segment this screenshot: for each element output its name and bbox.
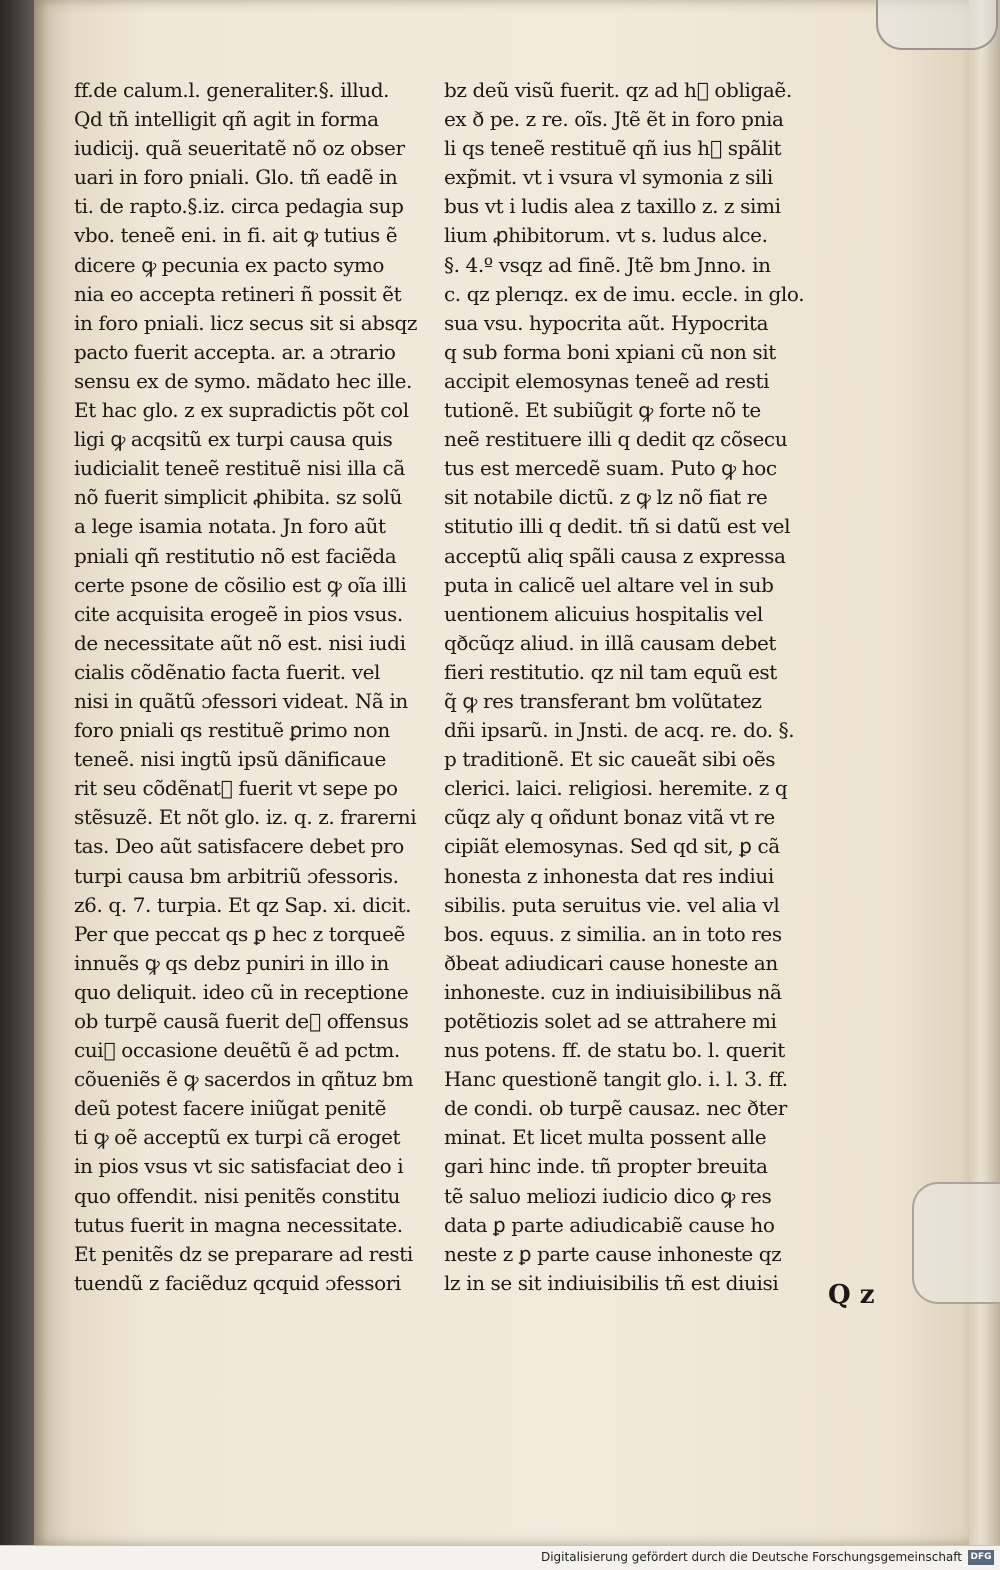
text-line: ligi ꝙ acqsitũ ex turpi causa quis: [74, 427, 393, 452]
text-line: bus vt i ludis alea z taxillo z. z simi: [444, 194, 781, 219]
text-line: bz deũ visũ fuerit. qz ad h᷒ obligaẽ.: [444, 78, 792, 102]
funding-credit: Digitalisierung gefördert durch die Deutsche Forschungsgemeinschaft: [540, 1550, 962, 1564]
text-line: deũ potest facere iniũgat penitẽ: [74, 1096, 387, 1121]
text-line: iudicialit teneẽ restituẽ nisi illa cã: [74, 456, 405, 481]
text-line: Per que peccat qs ꝑ hec z torqueẽ: [74, 921, 405, 946]
text-line: cõueniẽs ẽ ꝙ sacerdos in qñtuz bm: [74, 1067, 414, 1092]
text-line: qðcũqz aliud. in illã causam debet: [444, 630, 777, 655]
signature-mark: Q z: [828, 1280, 875, 1310]
text-line: accipit elemosynas teneẽ ad resti: [444, 368, 770, 393]
scanned-page: [34, 0, 969, 1545]
left-text-column: [74, 76, 460, 1298]
text-line: cite acquisita erogeẽ in pios vsus.: [74, 601, 403, 626]
text-line: ob turpẽ causã fuerit de᷒ offensus: [74, 1009, 409, 1033]
text-line: acceptũ aliq spãli causa z expressa: [444, 543, 786, 568]
text-line: c. qz plerıqz. ex de imu. eccle. in glo.: [444, 281, 805, 306]
text-line: cũqz aly q oñdunt bonaz vitã vt re: [444, 805, 775, 830]
page-fore-edge: [969, 0, 1000, 1545]
text-line: de condi. ob turpẽ causaz. nec ðter: [444, 1096, 787, 1121]
text-line: q̃ ꝙ res transferant bm volũtatez: [444, 688, 762, 713]
text-line: cipiãt elemosynas. Sed qd sit, ꝑ cã: [444, 834, 780, 859]
text-line: lz in se sit indiuisibilis tñ est diuisi: [444, 1270, 779, 1295]
text-line: nisi in quãtũ ɔfessori videat. Nã in: [74, 688, 408, 713]
text-line: teneẽ. nisi ingtũ ipsũ dãnificaue: [74, 747, 386, 772]
text-line: uentionem alicuius hospitalis vel: [444, 601, 763, 626]
text-line: iudicij. quã seueritatẽ nõ oz obser: [74, 136, 405, 161]
text-line: innuẽs ꝙ qs debz puniri in illo in: [74, 950, 389, 975]
page-clip-top: [876, 0, 998, 50]
text-line: §. 4.º vsqz ad finẽ. Jtẽ bm Jnno. in: [444, 252, 771, 277]
text-line: cui᷒ occasione deuẽtũ ẽ ad pctm.: [74, 1038, 400, 1063]
text-line: Qd tñ intelligit qñ agit in forma: [74, 107, 379, 132]
text-line: nus potens. ff. de statu bo. l. querit: [444, 1038, 785, 1063]
page-clip-side: [912, 1182, 1000, 1304]
text-line: tutionẽ. Et subiũgit ꝙ forte nõ te: [444, 398, 761, 423]
text-line: dñi ipsarũ. in Jnsti. de acq. re. do. §.: [444, 718, 795, 743]
digitization-footer: [0, 1545, 1000, 1570]
text-line: pniali qñ restitutio nõ est faciẽda: [74, 543, 397, 568]
text-line: uari in foro pniali. Glo. tñ eadẽ in: [74, 165, 398, 190]
text-line: gari hinc inde. tñ propter breuita: [444, 1154, 768, 1179]
text-line: nia eo accepta retineri ñ possit ẽt: [74, 281, 402, 306]
text-line: quo deliquit. ideo cũ in receptione: [74, 979, 409, 1004]
text-line: de necessitate aũt nõ est. nisi iudi: [74, 630, 406, 655]
text-line: bos. equus. z similia. an in toto res: [444, 921, 782, 946]
text-line: z6. q. 7. turpia. Et qz Sap. xi. dicit.: [74, 892, 412, 917]
text-line: clerici. laici. religiosi. heremite. z q: [444, 776, 788, 801]
text-line: p traditionẽ. Et sic caueãt sibi oẽs: [444, 747, 776, 772]
text-line: sibilis. puta seruitus vie. vel alia vl: [444, 892, 780, 917]
text-line: tẽ saluo meliozi iudicio dico ꝙ res: [444, 1183, 772, 1208]
text-line: stitutio illi q dedit. tñ si datũ est vel: [444, 514, 791, 539]
text-line: sensu ex de symo. mãdato hec ille.: [74, 368, 412, 393]
text-line: in pios vsus vt sic satisfaciat deo i: [74, 1154, 404, 1179]
text-line: pacto fuerit accepta. ar. a ɔtrario: [74, 339, 396, 364]
text-line: data ꝑ parte adiudicabiẽ cause ho: [444, 1212, 775, 1237]
text-line: turpi causa bm arbitriũ ɔfessoris.: [74, 863, 399, 888]
text-line: minat. Et licet multa possent alle: [444, 1125, 767, 1150]
text-line: Hanc questionẽ tangit glo. i. l. 3. ff.: [444, 1067, 788, 1092]
text-line: foro pniali qs restituẽ ꝑrimo non: [74, 718, 390, 743]
text-line: ti. de rapto.§.iz. circa pedagia sup: [74, 194, 404, 219]
text-line: in foro pniali. licz secus sit si absqz: [74, 310, 418, 335]
text-line: potẽtiozis solet ad se attrahere mi: [444, 1009, 777, 1033]
text-line: sua vsu. hypocrita aũt. Hypocrita: [444, 310, 769, 335]
text-line: Et hac glo. z ex supradictis põt col: [74, 398, 409, 423]
text-line: vbo. teneẽ eni. in fi. ait ꝙ tutius ẽ: [74, 223, 398, 248]
text-line: neẽ restituere illi q dedit qz cõsecu: [444, 427, 788, 452]
text-line: ex ð pe. z re. oĩs. Jtẽ ẽt in foro pnia: [444, 107, 784, 132]
text-line: nõ fuerit simplicit ꝓhibita. sz solũ: [74, 485, 402, 510]
text-line: inhoneste. cuz in indiuisibilibus nã: [444, 979, 782, 1004]
text-line: cialis cõdẽnatio facta fuerit. vel: [74, 659, 381, 684]
text-line: tas. Deo aũt satisfacere debet pro: [74, 834, 404, 859]
text-line: q sub forma boni xpiani cũ non sit: [444, 339, 776, 364]
text-line: tus est mercedẽ suam. Puto ꝙ hoc: [444, 456, 777, 481]
text-line: li qs teneẽ restituẽ qñ ius h᷒ spãlit: [444, 136, 782, 161]
text-line: a lege isamia notata. Jn foro aũt: [74, 514, 386, 539]
text-line: ti ꝙ oẽ acceptũ ex turpi cã eroget: [74, 1125, 401, 1150]
text-line: dicere ꝙ pecunia ex pacto symo: [74, 252, 385, 277]
text-line: ðbeat adiudicari cause honeste an: [444, 950, 778, 975]
text-line: tutus fuerit in magna necessitate.: [74, 1212, 403, 1237]
right-text-column: [444, 76, 874, 1298]
text-line: Et penitẽs dz se preparare ad resti: [74, 1241, 413, 1266]
text-line: puta in calicẽ uel altare vel in sub: [444, 572, 774, 597]
text-line: fieri restitutio. qz nil tam equũ est: [444, 659, 777, 684]
text-line: quo offendit. nisi penitẽs constitu: [74, 1183, 401, 1208]
text-line: sit notabile dictũ. z ꝙ lz nõ fiat re: [444, 485, 768, 510]
text-line: tuendũ z faciẽduz qcquid ɔfessori: [74, 1270, 401, 1295]
text-line: certe psone de cõsilio est ꝙ oĩa illi: [74, 572, 407, 597]
text-line: rit seu cõdẽnat᷒ fuerit vt sepe po: [74, 776, 398, 801]
text-line: neste z ꝑ parte cause inhoneste qz: [444, 1241, 782, 1266]
text-line: stẽsuzẽ. Et nõt glo. iz. q. z. frarerni: [74, 805, 417, 830]
text-line: honesta z inhonesta dat res indiui: [444, 863, 774, 888]
text-line: ff.de calum.l. generaliter.§. illud.: [74, 78, 390, 102]
text-line: lium ꝓhibitorum. vt s. ludus alce.: [444, 223, 768, 248]
dfg-logo: DFG: [968, 1550, 994, 1565]
text-line: exp̃mit. vt i vsura vl symonia z sili: [444, 165, 773, 190]
